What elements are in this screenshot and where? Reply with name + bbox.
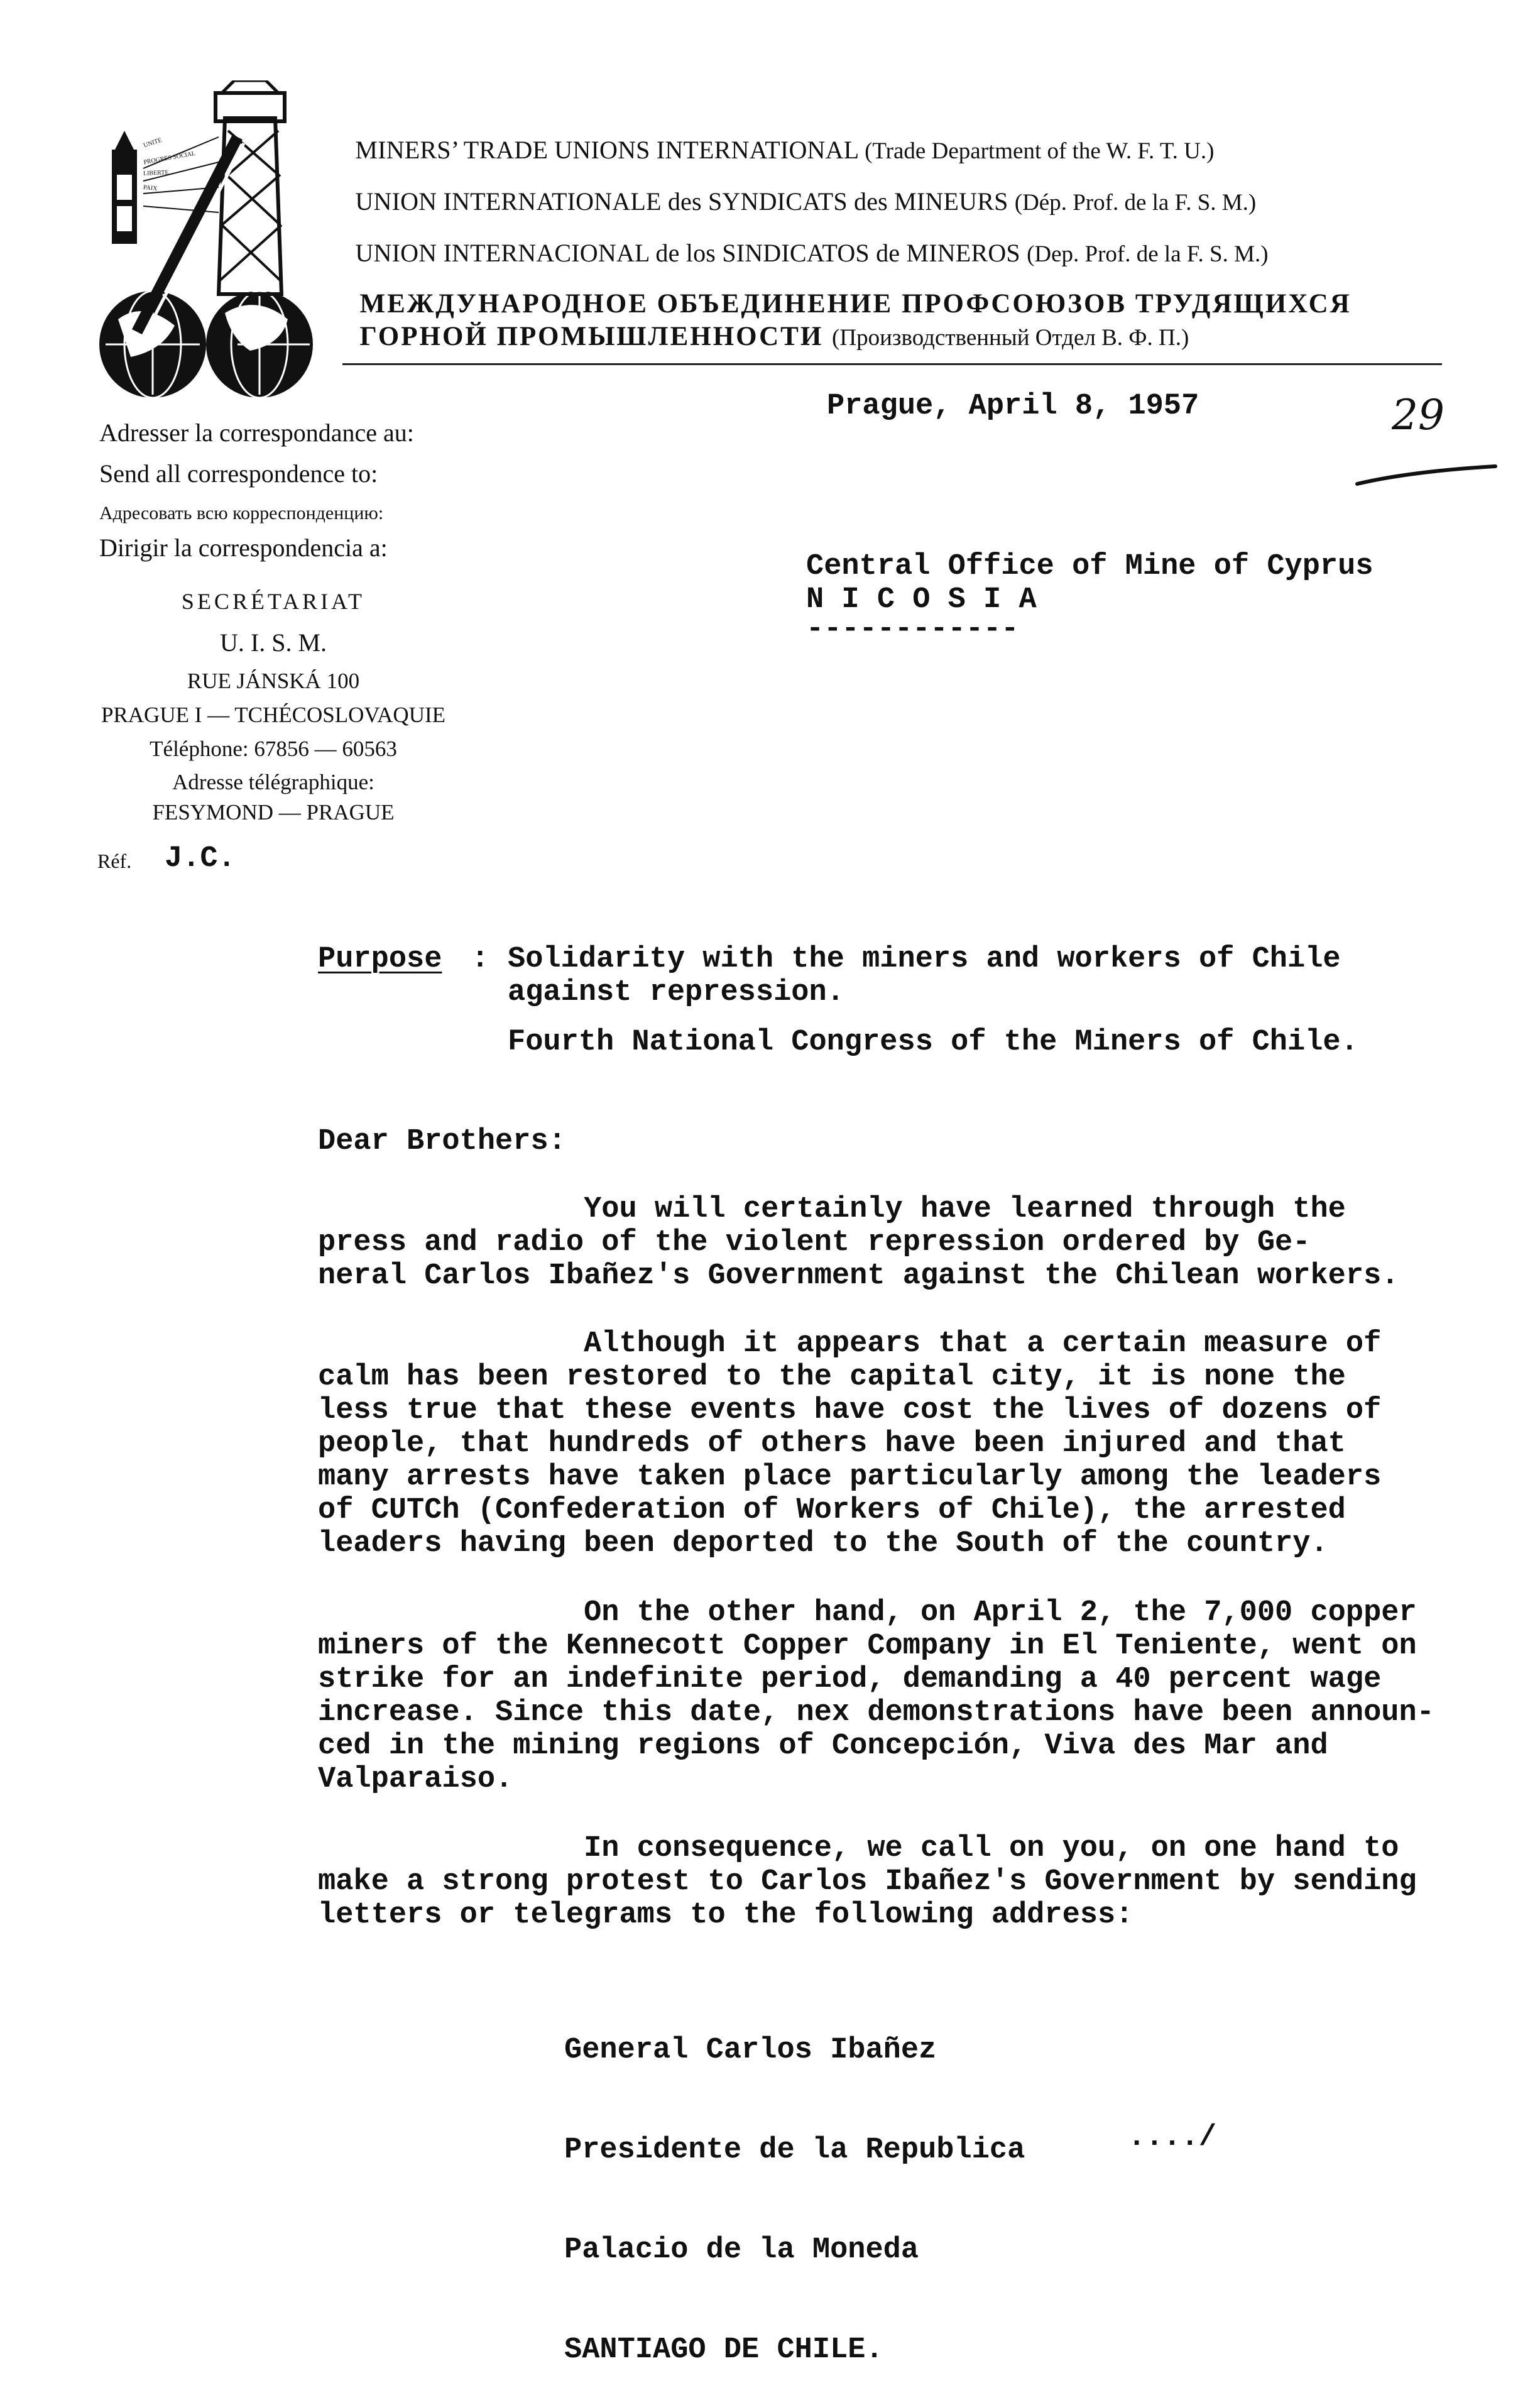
paragraph-line: neral Carlos Ibañez's Government against the Chilean workers.	[318, 1259, 1399, 1293]
paragraph-3	[318, 1596, 1512, 1796]
paragraph-line: of CUTCh (Confederation of Workers of Chile), the arrested	[318, 1494, 1346, 1527]
paragraph-line: leaders having been deported to the South of the country.	[318, 1527, 1328, 1560]
handwritten-number: 29	[1392, 391, 1444, 439]
paragraph-2	[318, 1327, 1512, 1560]
recipient-line-2: N I C O S I A	[806, 583, 1037, 616]
paragraph-1	[318, 1193, 1512, 1293]
logo-label-progres: PROGRES SOCIAL	[143, 150, 196, 167]
purpose-line-3: Fourth National Congress of the Miners of Chile.	[508, 1026, 1358, 1059]
logo-label-unite: UNITE	[143, 136, 163, 150]
reference-value: J.C.	[165, 842, 236, 875]
telegraph-label: Adresse télégraphique:	[172, 770, 374, 795]
secretariat-heading: SECRÉTARIAT	[181, 589, 366, 614]
dateline: Prague, April 8, 1957	[827, 390, 1199, 423]
logo-label-paix: PAIX	[143, 184, 158, 193]
purpose-label: Purpose	[318, 943, 442, 976]
logo-label-liberte: LIBERTE	[143, 169, 169, 177]
reference-label: Réf.	[97, 850, 132, 872]
mailing-address	[564, 1967, 1025, 2400]
mine-tower-globes-emblem	[93, 80, 319, 407]
correspondence-instruction-en: Send all correspondence to:	[99, 459, 378, 488]
paragraph-4	[318, 1832, 1512, 1932]
paragraph-line: On the other hand, on April 2, the 7,000 copper	[318, 1596, 1417, 1630]
telegraph-address: FESYMOND — PRAGUE	[152, 800, 395, 825]
correspondence-instruction-es: Dirigir la correspondencia a:	[99, 534, 388, 562]
salutation: Dear Brothers:	[318, 1125, 566, 1158]
paragraph-line: Although it appears that a certain measure of	[318, 1327, 1382, 1361]
secretariat-address	[94, 588, 452, 826]
recipient-underline: ------------	[806, 613, 1019, 646]
address-line: Presidente de la Republica	[564, 2134, 1025, 2167]
address-line: General Carlos Ibañez	[564, 2034, 937, 2067]
letterhead-line-es: UNION INTERNACIONAL de los SINDICATOS de MINEROS (Dep. Prof. de la F. S. M.)	[355, 239, 1269, 267]
paragraph-line: many arrests have taken place particularly among the leaders	[318, 1460, 1382, 1494]
correspondence-instruction-ru: Адресовать всю корреспонденцию:	[99, 503, 384, 523]
handwritten-stroke	[1354, 452, 1499, 490]
paragraph-line: calm has been restored to the capital city, it is none the	[318, 1361, 1346, 1394]
paragraph-line: strike for an indefinite period, demanding a 40 percent wage	[318, 1663, 1382, 1696]
paragraph-line: miners of the Kennecott Copper Company in El Teniente, went on	[318, 1630, 1417, 1663]
purpose-separator: :	[471, 943, 489, 976]
address-line: SANTIAGO DE CHILE.	[564, 2333, 883, 2367]
correspondence-instruction-fr: Adresser la correspondance au:	[99, 419, 414, 447]
paragraph-line: press and radio of the violent repression ordered by Ge-	[318, 1226, 1311, 1259]
paragraph-line: increase. Since this date, nex demonstrations have been announ-	[318, 1696, 1434, 1729]
paragraph-line: people, that hundreds of others have been injured and that	[318, 1427, 1346, 1460]
paragraph-line: make a strong protest to Carlos Ibañez's Government by sending	[318, 1865, 1417, 1899]
purpose-line-1: Solidarity with the miners and workers of Chile	[508, 943, 1341, 976]
paragraph-line: Valparaiso.	[318, 1763, 513, 1796]
paragraph-line: letters or telegrams to the following address:	[318, 1899, 1133, 1932]
address-line: Palacio de la Moneda	[564, 2233, 919, 2267]
purpose-line-2: against repression.	[508, 976, 844, 1009]
letterhead-divider	[342, 363, 1442, 365]
city-country: PRAGUE I — TCHÉCOSLOVAQUIE	[101, 702, 446, 727]
paragraph-line: less true that these events have cost the lives of dozens of	[318, 1394, 1382, 1427]
letterhead-line-en: MINERS’ TRADE UNIONS INTERNATIONAL (Trade Department of the W. F. T. U.)	[355, 136, 1215, 164]
paragraph-line: ced in the mining regions of Concepción, Viva des Mar and	[318, 1729, 1328, 1763]
telephone: Téléphone: 67856 — 60563	[150, 736, 397, 761]
letterhead-line-fr: UNION INTERNATIONALE des SYNDICATS des MINEURS (Dép. Prof. de la F. S. M.)	[355, 187, 1257, 216]
org-acronym: U. I. S. M.	[219, 628, 327, 657]
letterhead-line-ru-2: ГОРНОЙ ПРОМЫШЛЕННОСТИ (Производственный Отдел В. Ф. П.)	[359, 322, 1189, 351]
street-address: RUE JÁNSKÁ 100	[187, 669, 360, 693]
union-logo	[88, 69, 314, 396]
continuation-mark: ..../	[1128, 2121, 1217, 2154]
paragraph-line: In consequence, we call on you, on one hand to	[318, 1832, 1399, 1865]
paragraph-line: You will certainly have learned through the	[318, 1193, 1346, 1226]
recipient-line-1: Central Office of Mine of Cyprus	[806, 550, 1373, 583]
letterhead-line-ru-1: МЕЖДУНАРОДНОЕ ОБЪЕДИНЕНИЕ ПРОФСОЮЗОВ ТРУДЯЩИХСЯ	[359, 289, 1352, 319]
